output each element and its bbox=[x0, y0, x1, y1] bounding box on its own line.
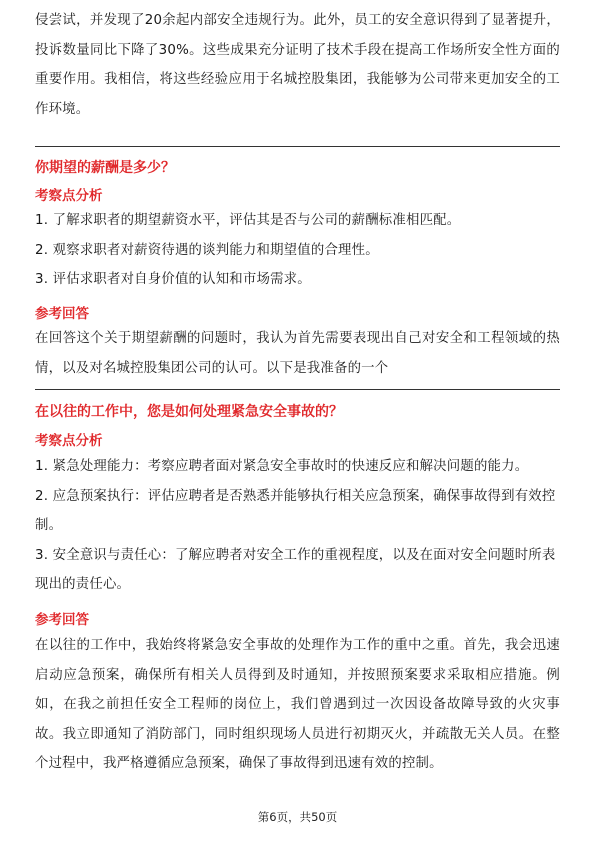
question-salary: 你期望的薪酬是多少？ bbox=[35, 160, 175, 176]
answer-paragraph: 在回答这个关于期望薪酬的问题时，我认为首先需要表现出自己对安全和工程领域的热情，以及对名城控股集团公司的认可。以下是我准备的一个 bbox=[35, 331, 560, 376]
analysis-heading: 考察点分析 bbox=[35, 188, 103, 204]
answer-heading: 参考回答 bbox=[35, 306, 89, 322]
answer-paragraph: 在以往的工作中，我始终将紧急安全事故的处理作为工作的重中之重。首先，我会迅速启动应急预案，确保所有相关人员得到及时通知，并按照预案要求采取相应措施。例如，在我之前担任安全工程师的岗位上，我们曾遇到过一次因设备故障导致的火灾事故。我立即通知了消防部门，同时组织现场人员进行初期灭火，并疏散无关人员。在整个过程中，我严格遵循应急预案，确保了事故得到迅速有效的控制。 bbox=[35, 638, 560, 771]
analysis-list bbox=[35, 452, 560, 600]
analysis-point: 2. 应急预案执行：评估应聘者是否熟悉并能够执行相关应急预案，确保事故得到有效控制。 bbox=[35, 488, 556, 533]
analysis-point: 1. 紧急处理能力：考察应聘者面对紧急安全事故时的快速反应和解决问题的能力。 bbox=[35, 459, 529, 474]
analysis-point: 3. 安全意识与责任心：了解应聘者对安全工作的重视程度，以及在面对安全问题时所表现出的责任心。 bbox=[35, 547, 556, 592]
analysis-point: 2. 观察求职者对薪资待遇的谈判能力和期望值的合理性。 bbox=[35, 242, 379, 258]
analysis-point: 1. 了解求职者的期望薪资水平，评估其是否与公司的薪酬标准相匹配。 bbox=[35, 213, 461, 228]
analysis-heading: 考察点分析 bbox=[35, 433, 103, 449]
answer-heading: 参考回答 bbox=[35, 612, 89, 628]
section-divider bbox=[35, 146, 560, 147]
question-emergency: 在以往的工作中，您是如何处理紧急安全事故的？ bbox=[35, 404, 343, 420]
analysis-list bbox=[35, 206, 560, 295]
page-number: 第6页，共50页 bbox=[257, 810, 338, 824]
intro-paragraph: 侵尝试，并发现了20余起内部安全违规行为。此外，员工的安全意识得到了显著提升，投诉数量同比下降了30%。这些成果充分证明了技术手段在提高工作场所安全性方面的重要作用。我相信，将这些经验应用于名城控股集团，我能够为公司带来更加安全的工作环境。 bbox=[35, 13, 560, 117]
section-divider bbox=[35, 389, 560, 390]
analysis-point: 3. 评估求职者对自身价值的认知和市场需求。 bbox=[35, 272, 311, 287]
